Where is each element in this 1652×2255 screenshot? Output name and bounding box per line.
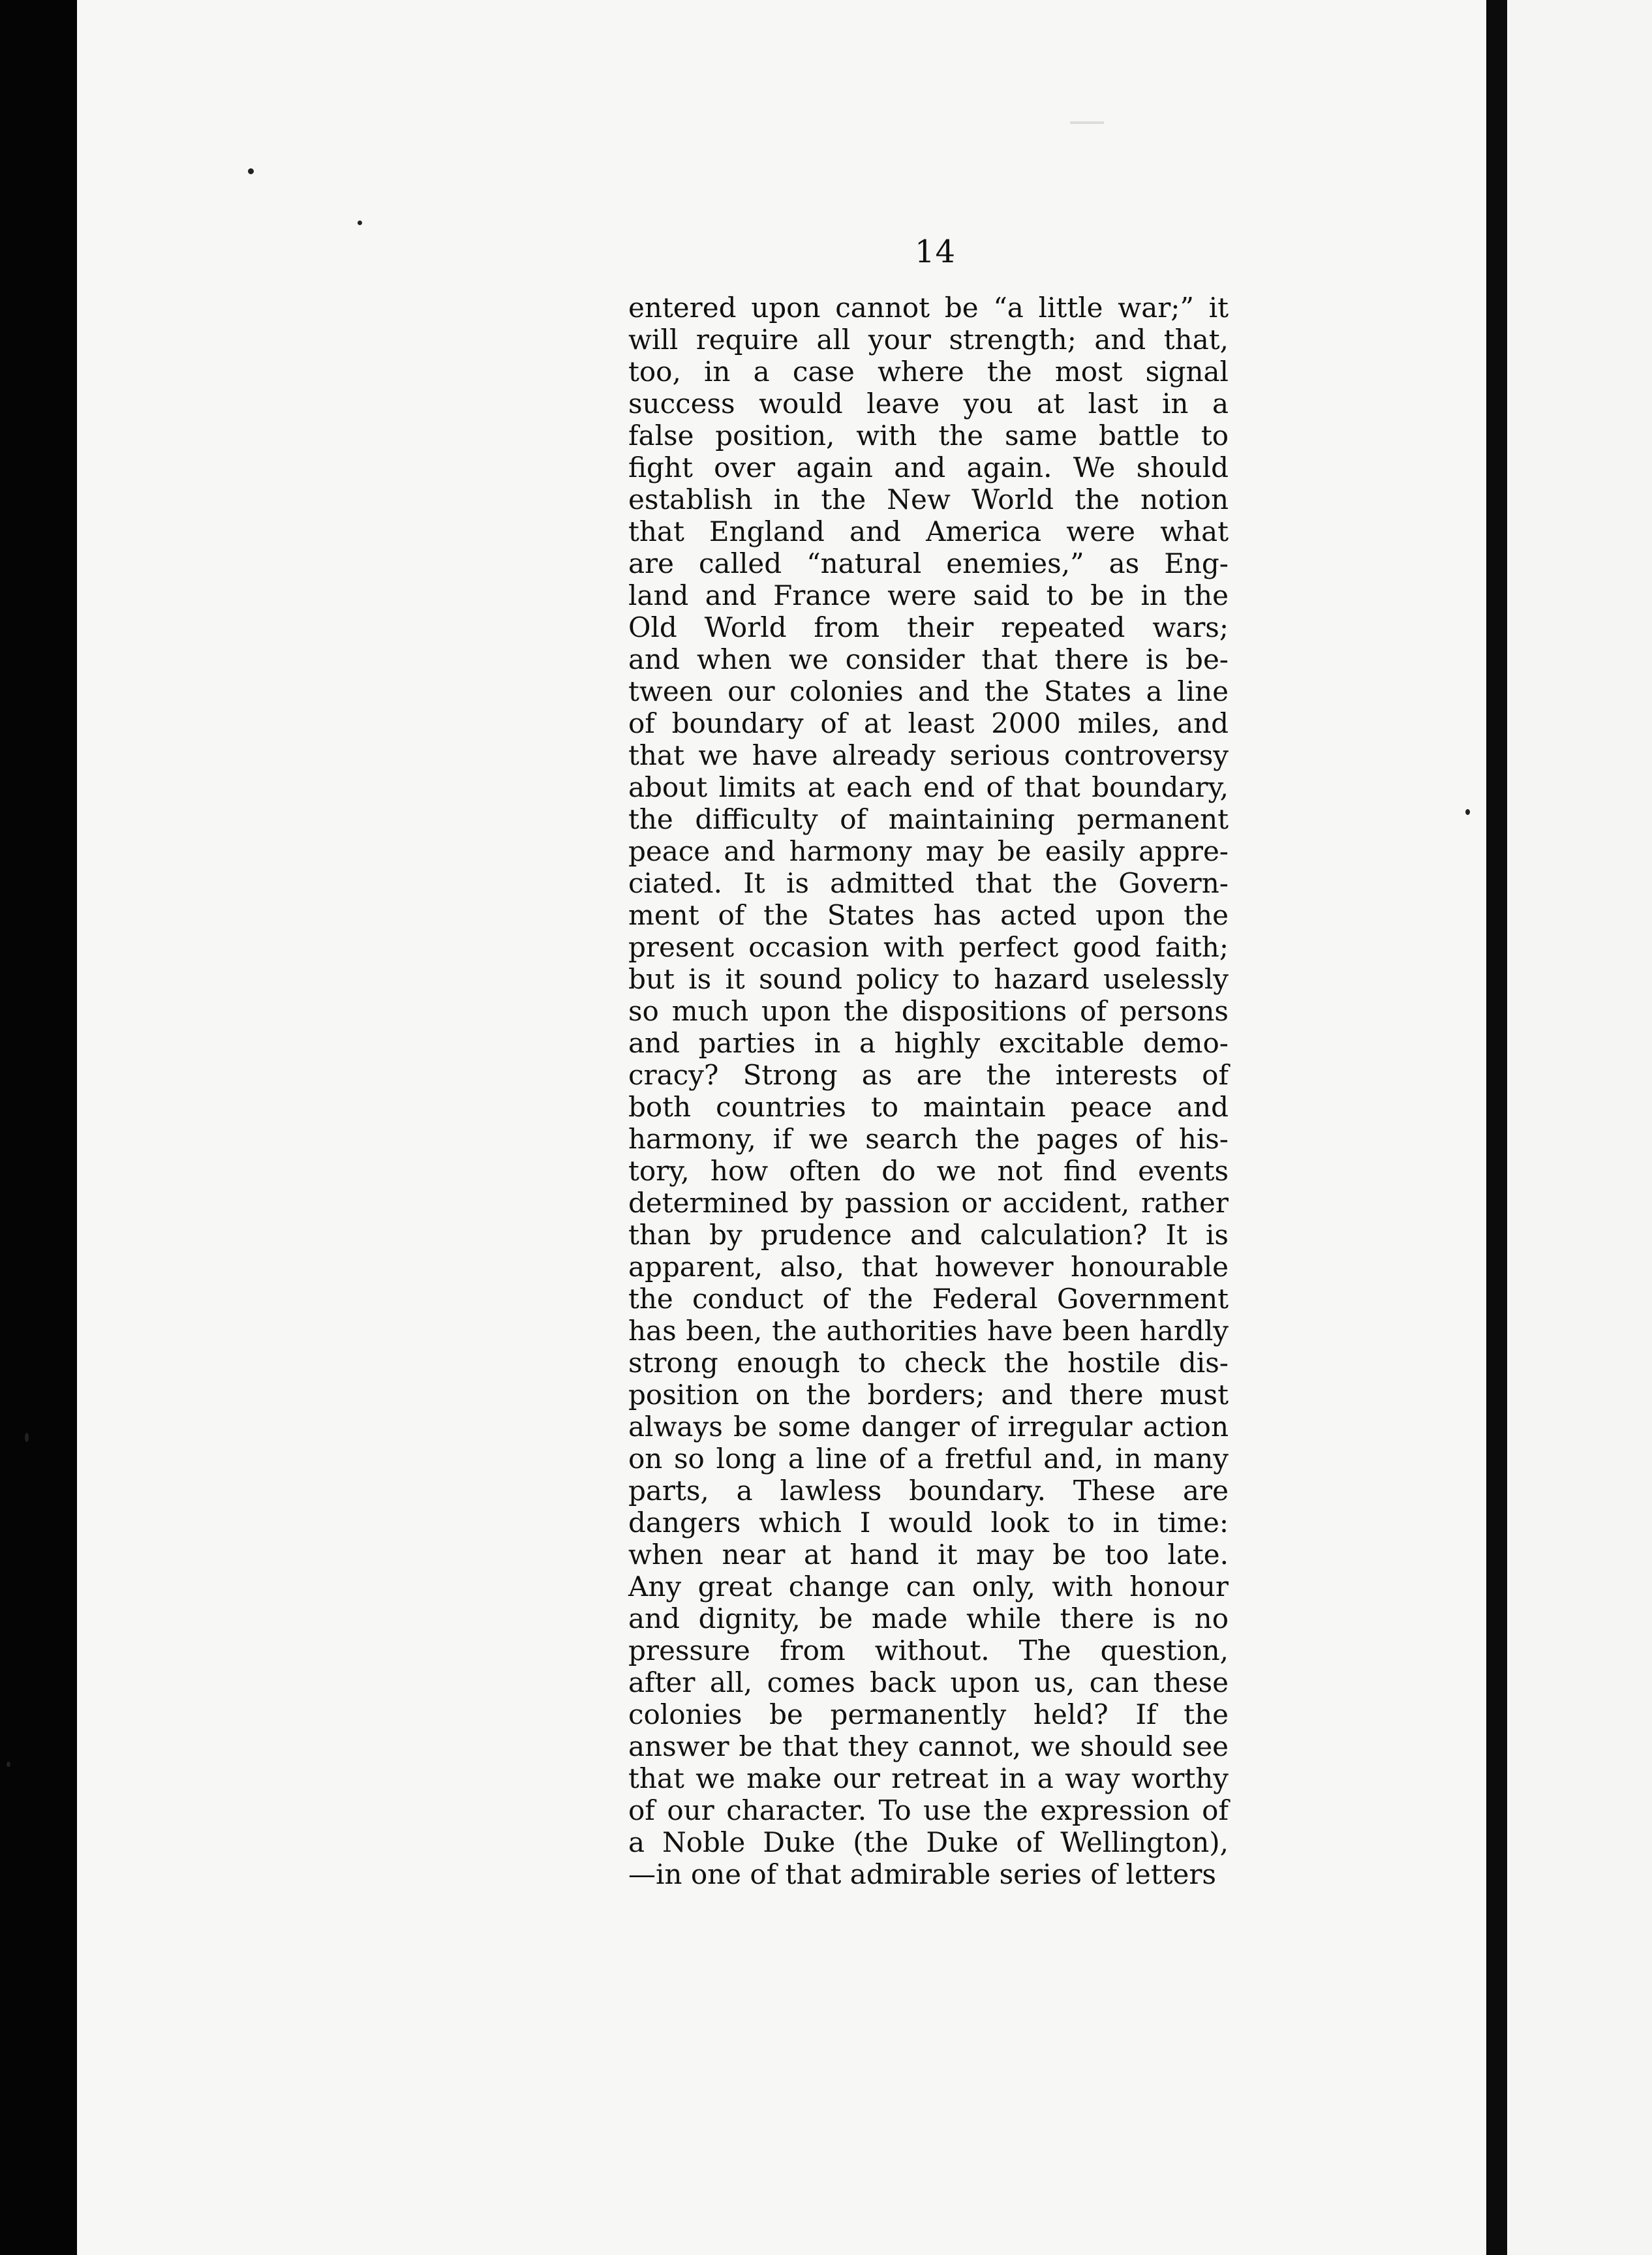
scan-speck: [248, 168, 254, 174]
facing-page-edge: [1507, 0, 1652, 2255]
text-line: strong enough to check the hostile dis-: [628, 1347, 1229, 1379]
text-line: entered upon cannot be “a little war;” it: [628, 292, 1229, 324]
text-line: apparent, also, that however honourable: [628, 1251, 1229, 1283]
text-line: colonies be permanently held? If the: [628, 1698, 1229, 1730]
text-line: are called “natural enemies,” as Eng-: [628, 547, 1229, 579]
gutter-shadow: [1486, 0, 1507, 2255]
text-line: after all, comes back upon us, can these: [628, 1666, 1229, 1698]
text-line: when near at hand it may be too late.: [628, 1539, 1229, 1571]
text-line: that we make our retreat in a way worthy: [628, 1762, 1229, 1794]
text-line: false position, with the same battle to: [628, 420, 1229, 452]
text-line: has been, the authorities have been hardly: [628, 1315, 1229, 1347]
text-line: so much upon the dispositions of persons: [628, 995, 1229, 1027]
text-line: present occasion with perfect good faith;: [628, 931, 1229, 963]
text-line: and dignity, be made while there is no: [628, 1603, 1229, 1634]
text-line: always be some danger of irregular action: [628, 1411, 1229, 1443]
text-line: land and France were said to be in the: [628, 579, 1229, 611]
text-line: the difficulty of maintaining permanent: [628, 803, 1229, 835]
text-line: and when we consider that there is be-: [628, 643, 1229, 675]
text-line: ment of the States has acted upon the: [628, 899, 1229, 931]
text-line: —in one of that admirable series of letters: [628, 1858, 1216, 1890]
text-line: parts, a lawless boundary. These are: [628, 1475, 1229, 1507]
book-page: [77, 0, 1488, 2255]
scan-speck: [25, 1433, 29, 1442]
scan-speck: [1465, 809, 1470, 815]
text-line: and parties in a highly excitable demo-: [628, 1027, 1229, 1059]
text-line: establish in the New World the notion: [628, 483, 1229, 515]
text-line: on so long a line of a fretful and, in many: [628, 1443, 1229, 1475]
text-line: a Noble Duke (the Duke of Wellington),: [628, 1826, 1229, 1858]
text-line: pressure from without. The question,: [628, 1634, 1229, 1666]
text-line: than by prudence and calculation? It is: [628, 1219, 1229, 1251]
text-line: too, in a case where the most signal: [628, 356, 1229, 388]
text-line: both countries to maintain peace and: [628, 1091, 1229, 1123]
text-line: success would leave you at last in a: [628, 388, 1229, 420]
scan-speck: [7, 1762, 10, 1767]
text-line: but is it sound policy to hazard uselessly: [628, 963, 1229, 995]
text-line: Any great change can only, with honour: [628, 1571, 1229, 1603]
text-line: Old World from their repeated wars;: [628, 611, 1229, 643]
page-number: 14: [915, 234, 956, 270]
text-line: ciated. It is admitted that the Govern-: [628, 867, 1229, 899]
text-line: dangers which I would look to in time:: [628, 1507, 1229, 1539]
text-line: fight over again and again. We should: [628, 452, 1229, 483]
text-line: tory, how often do we not find events: [628, 1155, 1229, 1187]
text-line: the conduct of the Federal Government: [628, 1283, 1229, 1315]
text-line: that England and America were what: [628, 515, 1229, 547]
text-line: about limits at each end of that boundary,: [628, 771, 1229, 803]
text-line: will require all your strength; and that,: [628, 324, 1229, 356]
text-line: harmony, if we search the pages of his-: [628, 1123, 1229, 1155]
text-line: of our character. To use the expression of: [628, 1794, 1229, 1826]
scan-speck: [358, 221, 362, 225]
text-line: that we have already serious controversy: [628, 739, 1229, 771]
body-text: [628, 292, 1229, 1890]
scan-left-border: [0, 0, 77, 2255]
text-line: determined by passion or accident, rather: [628, 1187, 1229, 1219]
text-line: of boundary of at least 2000 miles, and: [628, 707, 1229, 739]
text-line: peace and harmony may be easily appre-: [628, 835, 1229, 867]
text-line: position on the borders; and there must: [628, 1379, 1229, 1411]
text-line: tween our colonies and the States a line: [628, 675, 1229, 707]
text-line: answer be that they cannot, we should see: [628, 1730, 1229, 1762]
page-edge-mark: [1070, 121, 1104, 124]
text-line: cracy? Strong as are the interests of: [628, 1059, 1229, 1091]
